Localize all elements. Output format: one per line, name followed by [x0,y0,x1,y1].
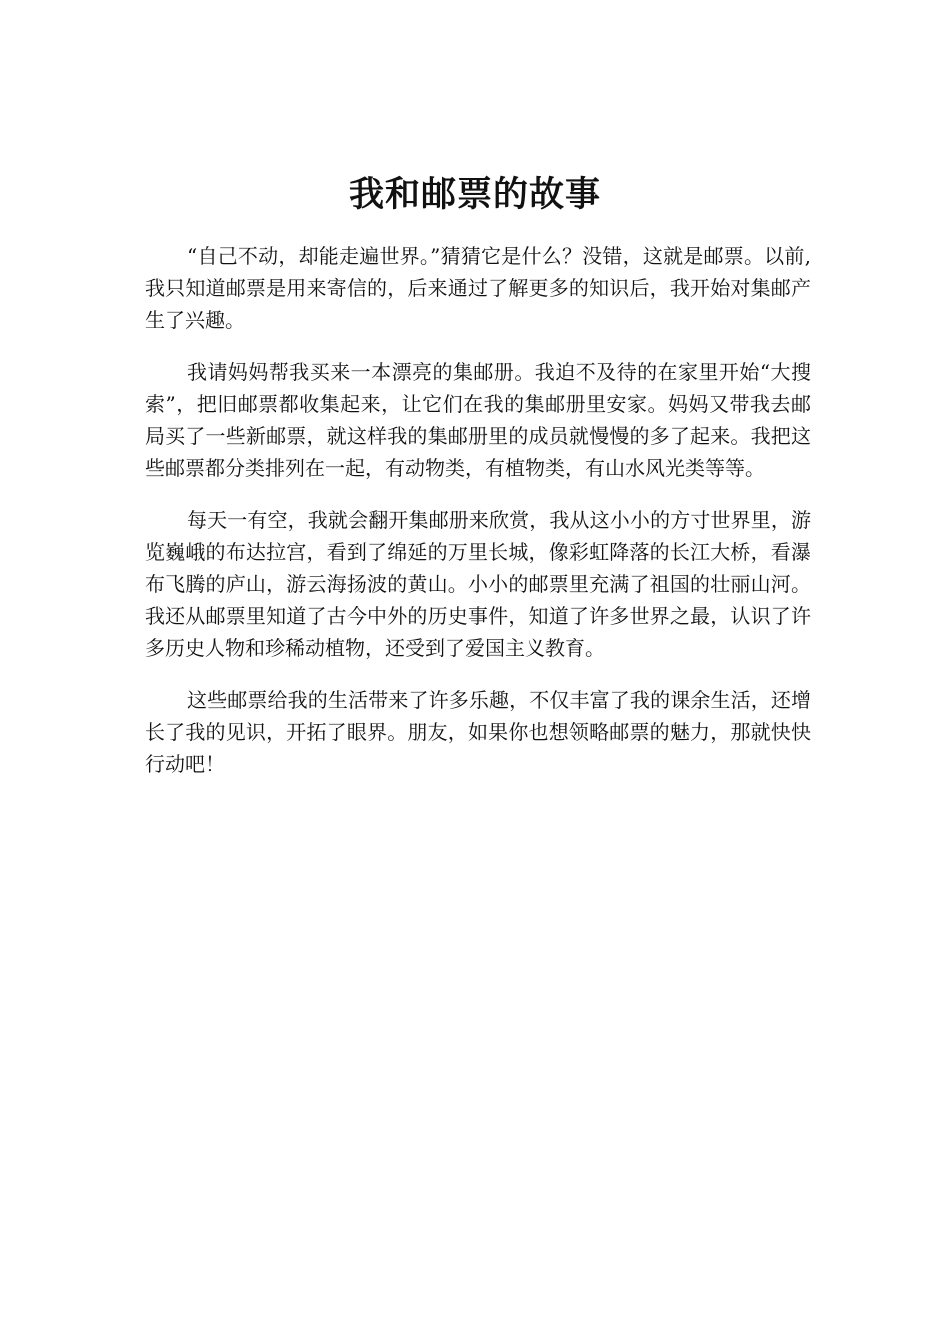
document-title: 我和邮票的故事 [348,175,601,215]
paragraph-1: “自己不动，却能走遍世界。”猜猜它是什么？没错，这就是邮票。以前,我只知道邮票是用来寄信的，后来通过了解更多的知识后，我开始对集邮产生了兴趣。 [145,244,811,332]
paragraph-4: 这些邮票给我的生活带来了许多乐趣，不仅丰富了我的课余生活，还增长了我的见识，开拓了眼界。朋友，如果你也想领略邮票的魅力，那就快快行动吧！ [145,688,811,776]
paragraph-2: 我请妈妈帮我买来一本漂亮的集邮册。我迫不及待的在家里开始“大搜索”，把旧邮票都收集起来，让它们在我的集邮册里安家。妈妈又带我去邮局买了一些新邮票，就这样我的集邮册里的成员就慢慢的多了起来。我把这些邮票都分类排列在一起，有动物类，有植物类，有山水风光类等等。 [145,360,811,480]
paragraph-3: 每天一有空，我就会翻开集邮册来欣赏，我从这小小的方寸世界里，游览巍峨的布达拉宫，看到了绵延的万里长城，像彩虹降落的长江大桥，看瀑布飞腾的庐山，游云海扬波的黄山。小小的邮票里充满了祖国的壮丽山河。我还从邮票里知道了古今中外的历史事件，知道了许多世界之最，认识了许多历史人物和珍稀动植物，还受到了爱国主义教育。 [145,508,811,660]
document-body [145,240,811,800]
